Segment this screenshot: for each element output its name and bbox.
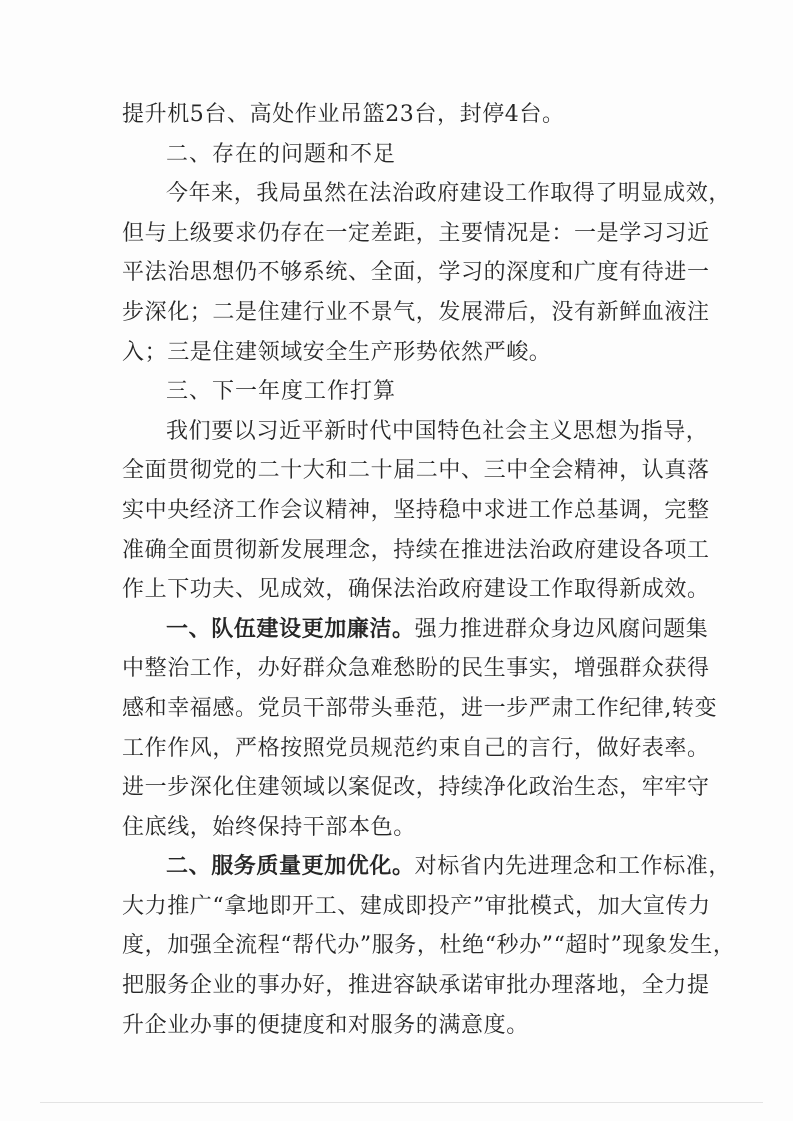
- document-body: [122, 95, 736, 1045]
- body-line: 升企业办事的便捷度和对服务的满意度。: [122, 1012, 529, 1038]
- body-line: 准确全面贯彻新发展理念，持续在推进法治政府建设各项工: [122, 537, 710, 563]
- subsection-title: 一、队伍建设更加廉洁。: [166, 616, 415, 642]
- scan-edge-line: [40, 1102, 763, 1103]
- body-line: 入；三是住建领域安全生产形势依然严峻。: [122, 339, 552, 365]
- body-line: 进一步深化住建领域以案促改，持续净化政治生态，牢牢守: [122, 775, 710, 801]
- body-line: 但与上级要求仍存在一定差距，主要情况是：一是学习习近: [122, 220, 710, 246]
- body-line: 全面贯彻党的二十大和二十届二中、三中全会精神，认真落: [122, 458, 710, 484]
- body-line: 度，加强全流程“帮代办”服务，杜绝“秒办”“超时”现象发生，: [122, 933, 736, 959]
- body-line: 今年来，我局虽然在法治政府建设工作取得了明显成效，: [166, 181, 732, 207]
- section-heading: 三、下一年度工作打算: [166, 379, 397, 405]
- body-line: 把服务企业的事办好，推进容缺承诺审批办理落地，全力提: [122, 973, 710, 999]
- subsection-text: 强力推进群众身边风腐问题集: [414, 616, 709, 642]
- body-line: 感和幸福感。党员干部带头垂范，进一步严肃工作纪律,转变: [122, 695, 718, 721]
- body-line: 住底线，始终保持干部本色。: [122, 814, 416, 840]
- subsection-line: [122, 847, 732, 887]
- body-line: 步深化；二是住建行业不景气，发展滞后，没有新鲜血液注: [122, 299, 710, 325]
- subsection-line: [122, 610, 709, 650]
- subsection-title: 二、服务质量更加优化。: [166, 854, 415, 880]
- body-line: 实中央经济工作会议精神，坚持稳中求进工作总基调，完整: [122, 497, 710, 523]
- body-line: 工作作风，严格按照党员规范约束自己的言行，做好表率。: [122, 735, 710, 761]
- body-line: 提升机5台、高处作业吊篮23台，封停4台。: [122, 102, 565, 127]
- body-line: 平法治思想仍不够系统、全面，学习的深度和广度有待进一: [122, 260, 710, 286]
- body-line: 作上下功夫、见成效，确保法治政府建设工作取得新成效。: [122, 577, 710, 603]
- subsection-text: 对标省内先进理念和工作标准，: [414, 854, 732, 880]
- section-heading: 二、存在的问题和不足: [166, 141, 397, 167]
- body-line: 大力推广“拿地即开工、建成即投产”审批模式，加大宣传力: [122, 893, 711, 919]
- body-line: 中整治工作，办好群众急难愁盼的民生事实，增强群众获得: [122, 656, 710, 682]
- body-line: 我们要以习近平新时代中国特色社会主义思想为指导，: [166, 418, 709, 444]
